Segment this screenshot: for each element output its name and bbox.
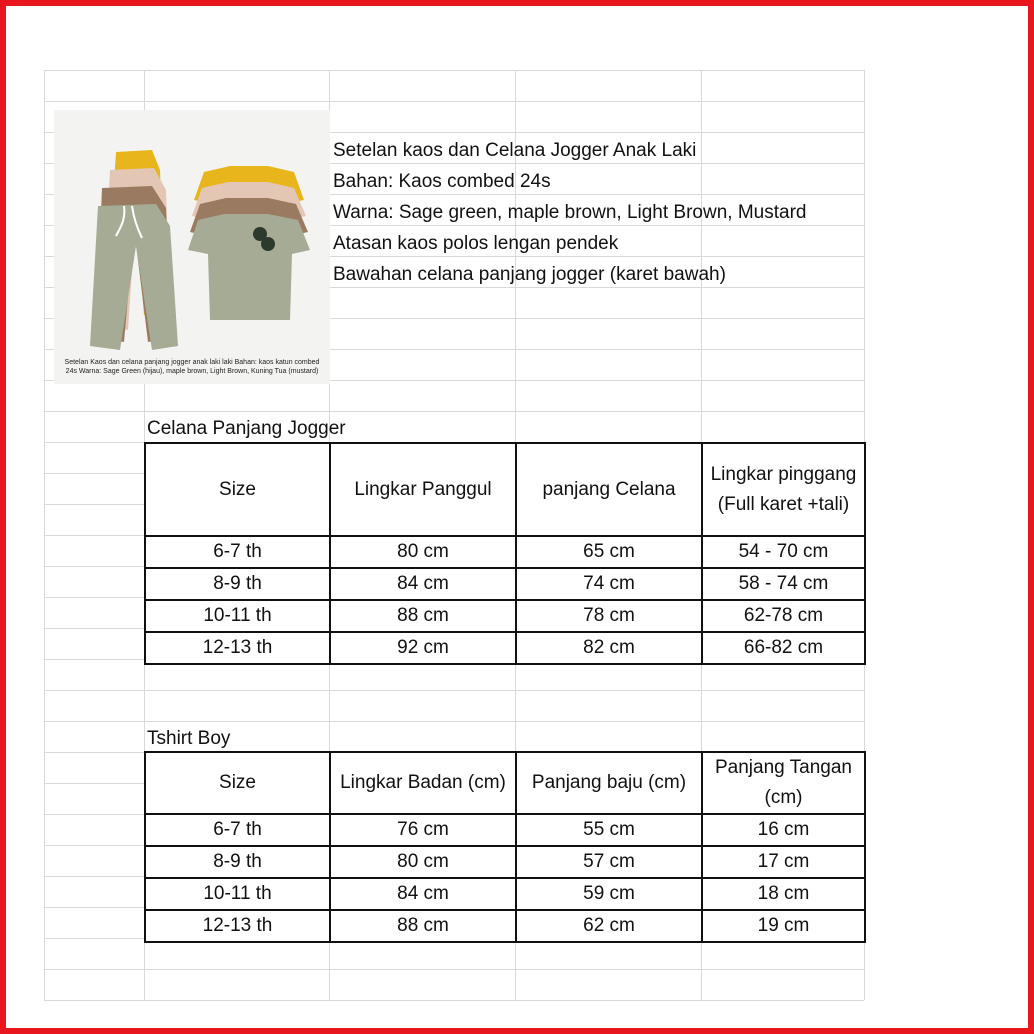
grid-row-line — [44, 969, 864, 970]
header-panjang-celana: panjang Celana — [516, 443, 702, 536]
cell-lingkar-badan: 84 cm — [330, 878, 516, 910]
cell-lingkar-panggul: 80 cm — [330, 536, 516, 568]
header-size: Size — [145, 443, 330, 536]
cell-panjang-celana: 74 cm — [516, 568, 702, 600]
table-header-row — [145, 752, 865, 814]
cell-lingkar-badan: 76 cm — [330, 814, 516, 846]
cell-panjang-celana: 82 cm — [516, 632, 702, 664]
cell-lingkar-badan: 80 cm — [330, 846, 516, 878]
description-line-3: Warna: Sage green, maple brown, Light Brown, Mustard — [333, 202, 807, 223]
description-line-2: Bahan: Kaos combed 24s — [333, 171, 551, 192]
cell-panjang-baju: 57 cm — [516, 846, 702, 878]
header-lingkar-pinggang: Lingkar pinggang (Full karet +tali) — [702, 443, 865, 536]
cell-panjang-celana: 78 cm — [516, 600, 702, 632]
cell-panjang-tangan: 18 cm — [702, 878, 865, 910]
tshirt-size-table — [144, 751, 866, 943]
cell-lingkar-pinggang: 54 - 70 cm — [702, 536, 865, 568]
header-lingkar-badan: Lingkar Badan (cm) — [330, 752, 516, 814]
cell-size: 8-9 th — [145, 568, 330, 600]
table-row — [145, 632, 865, 664]
description-line-4: Atasan kaos polos lengan pendek — [333, 233, 619, 254]
cell-panjang-tangan: 19 cm — [702, 910, 865, 942]
grid-row-line — [44, 721, 864, 722]
cell-lingkar-panggul: 92 cm — [330, 632, 516, 664]
grid-row-line — [44, 690, 864, 691]
cell-size: 8-9 th — [145, 846, 330, 878]
table-row — [145, 568, 865, 600]
pants-sage-green — [90, 204, 178, 350]
header-panjang-baju: Panjang baju (cm) — [516, 752, 702, 814]
product-photo — [54, 110, 330, 384]
tshirt-chart-title: Tshirt Boy — [147, 728, 231, 749]
table-row — [145, 536, 865, 568]
cell-size: 6-7 th — [145, 814, 330, 846]
cell-panjang-tangan: 16 cm — [702, 814, 865, 846]
cell-size: 12-13 th — [145, 632, 330, 664]
cell-lingkar-badan: 88 cm — [330, 910, 516, 942]
grid-row-line — [44, 411, 864, 412]
description-line-5: Bawahan celana panjang jogger (karet bawah) — [333, 264, 726, 285]
cell-panjang-tangan: 17 cm — [702, 846, 865, 878]
header-panjang-tangan: Panjang Tangan (cm) — [702, 752, 865, 814]
cell-size: 10-11 th — [145, 878, 330, 910]
table-row — [145, 878, 865, 910]
header-lingkar-panggul: Lingkar Panggul — [330, 443, 516, 536]
cell-panjang-baju: 62 cm — [516, 910, 702, 942]
grid-row-line — [44, 101, 864, 102]
cell-lingkar-panggul: 84 cm — [330, 568, 516, 600]
cell-size: 12-13 th — [145, 910, 330, 942]
table-row — [145, 846, 865, 878]
table-row — [145, 600, 865, 632]
cell-lingkar-pinggang: 66-82 cm — [702, 632, 865, 664]
header-size: Size — [145, 752, 330, 814]
cell-size: 10-11 th — [145, 600, 330, 632]
cell-lingkar-panggul: 88 cm — [330, 600, 516, 632]
table-row — [145, 814, 865, 846]
cell-panjang-celana: 65 cm — [516, 536, 702, 568]
table-header-row — [145, 443, 865, 536]
cell-size: 6-7 th — [145, 536, 330, 568]
grid-row-line — [44, 70, 864, 71]
grid-row-line — [44, 1000, 864, 1001]
pants-chart-title: Celana Panjang Jogger — [147, 418, 346, 439]
pants-size-table — [144, 442, 866, 665]
description-line-1: Setelan kaos dan Celana Jogger Anak Laki — [333, 140, 697, 161]
table-row — [145, 910, 865, 942]
photo-caption: Setelan Kaos dan celana panjang jogger anak laki laki Bahan: kaos katun combed 24s Warna: Sage Green (hijau), maple brown, Light Brown, Kuning Tua (mustard) — [64, 359, 320, 375]
cell-panjang-baju: 59 cm — [516, 878, 702, 910]
cell-panjang-baju: 55 cm — [516, 814, 702, 846]
cell-lingkar-pinggang: 58 - 74 cm — [702, 568, 865, 600]
product-illustration — [54, 110, 330, 384]
tshirt-sage-green — [188, 214, 310, 320]
cell-lingkar-pinggang: 62-78 cm — [702, 600, 865, 632]
